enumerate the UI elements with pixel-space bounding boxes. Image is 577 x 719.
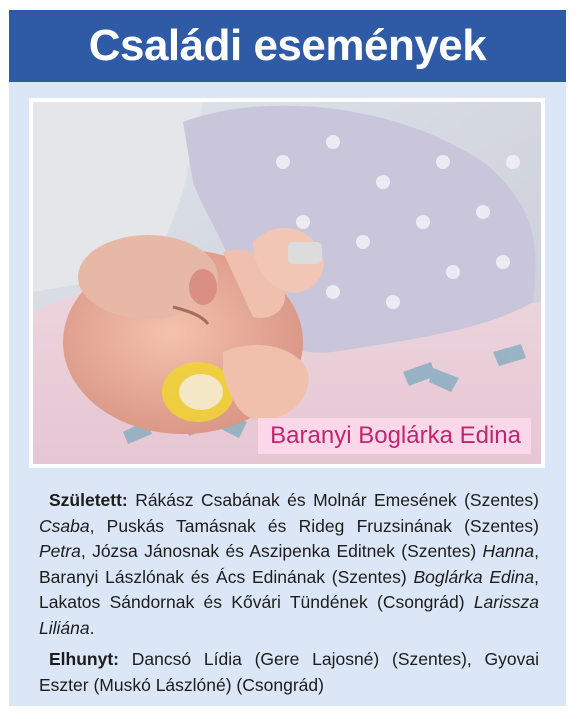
baby-photo (33, 102, 541, 464)
photo-caption: Baranyi Boglárka Edina (258, 418, 531, 454)
births-label: Született: (49, 490, 128, 510)
header-bar (9, 10, 566, 82)
birth-entry-parents: Lakatos Sándornak és Kővári Tündének (Csongrád) (39, 592, 474, 612)
birth-entry-parents: Baranyi Lászlónak és Ács Edinának (Szentes) (39, 566, 414, 587)
birth-entry-parents: Puskás Tamásnak és Rideg Fruzsinának (Szentes) (106, 515, 539, 536)
birth-entry-parents: Józsa Jánosnak és Aszipenka Editnek (Szentes) (92, 541, 483, 561)
deaths-label: Elhunyt: (49, 649, 119, 669)
family-events-box (9, 10, 566, 706)
birth-entry-child: Csaba (39, 515, 90, 536)
birth-entry-separator: , (80, 541, 93, 561)
birth-entry-separator: , (89, 515, 107, 536)
births-paragraph (39, 488, 539, 641)
birth-entry-child: Boglárka Edina (413, 566, 535, 587)
photo-frame (29, 98, 545, 468)
birth-entry-separator: , (534, 566, 539, 587)
birth-entry-child: Larissza Liliána (39, 592, 539, 638)
deaths-text: Dancsó Lídia (Gere Lajosné) (Szentes), Gyovai Eszter (Muskó Lászlóné) (Csongrád) (39, 649, 539, 695)
birth-entry-child: Petra (39, 541, 81, 561)
birth-entry-child: Hanna (482, 541, 535, 561)
birth-entry-separator: . (89, 617, 95, 638)
birth-entry-parents: Rákász Csabának és Molnár Emesének (Szentes) (135, 490, 539, 510)
birth-entry-separator: , (534, 541, 539, 561)
announcements (39, 488, 539, 704)
baby-photo-illustration (33, 102, 541, 464)
deaths-paragraph (39, 647, 539, 698)
page-title: Családi események (88, 21, 487, 70)
